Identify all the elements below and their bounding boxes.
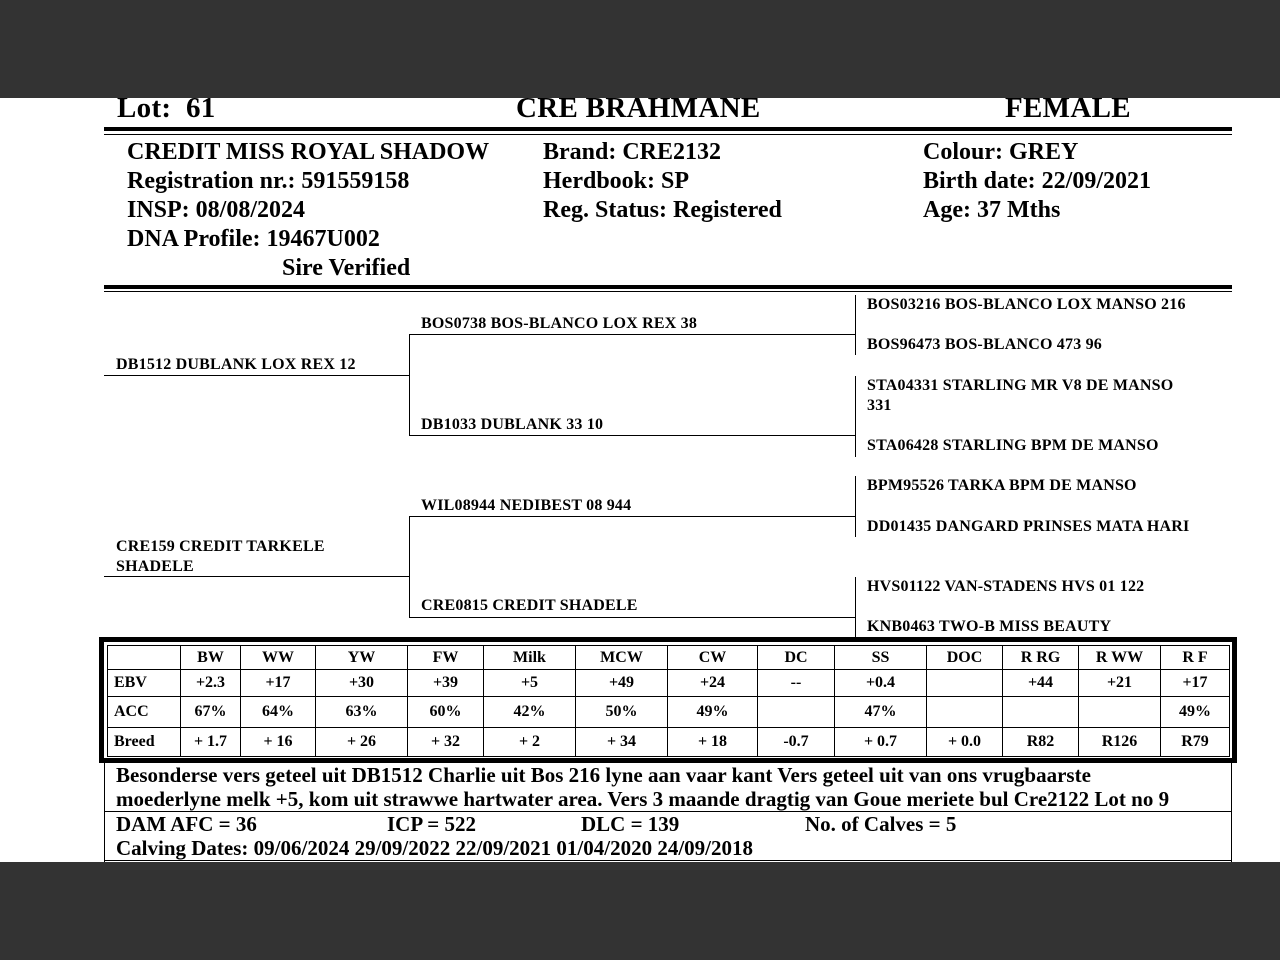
pedigree-sire-dam-line bbox=[409, 435, 855, 436]
ebv-col-corner bbox=[108, 646, 181, 670]
breed-cell: + 32 bbox=[408, 728, 484, 757]
header-rule-thick bbox=[104, 127, 1232, 131]
pedigree-g3-3-line1: STA04331 STARLING MR V8 DE MANSO bbox=[867, 377, 1174, 394]
breed-cell: + 34 bbox=[576, 728, 668, 757]
breed-cell: + 26 bbox=[316, 728, 408, 757]
breed-cell: + 16 bbox=[241, 728, 316, 757]
registration-number: Registration nr.: 591559158 bbox=[127, 168, 410, 194]
acc-cell bbox=[1003, 697, 1079, 728]
breed-title: CRE BRAHMANE bbox=[516, 98, 761, 124]
dam-icp: ICP = 522 bbox=[387, 812, 476, 836]
ebv-cell bbox=[927, 670, 1003, 697]
acc-cell: 67% bbox=[181, 697, 241, 728]
ebv-cell: -- bbox=[758, 670, 835, 697]
dam-calves: No. of Calves = 5 bbox=[805, 812, 957, 836]
acc-cell: 64% bbox=[241, 697, 316, 728]
ebv-cell: +24 bbox=[668, 670, 758, 697]
ebv-col-milk: Milk bbox=[484, 646, 576, 670]
animal-info-right bbox=[923, 138, 1151, 225]
dam-dlc: DLC = 139 bbox=[581, 812, 680, 836]
pedigree-dam-sire-line bbox=[409, 516, 855, 517]
ebv-col-rf: R F bbox=[1161, 646, 1230, 670]
sire-verified: Sire Verified bbox=[282, 255, 411, 281]
dna-profile: DNA Profile: 19467U002 bbox=[127, 226, 380, 252]
pedigree-dam-sire: WIL08944 NEDIBEST 08 944 bbox=[421, 497, 632, 514]
age: Age: 37 Mths bbox=[923, 197, 1061, 223]
ebv-cell: EBV bbox=[108, 670, 181, 697]
remarks-box bbox=[104, 762, 1232, 862]
ebv-cell: +21 bbox=[1079, 670, 1161, 697]
pedigree-dam-dam: CRE0815 CREDIT SHADELE bbox=[421, 597, 638, 614]
acc-cell bbox=[927, 697, 1003, 728]
remarks-text bbox=[116, 763, 1169, 811]
ebv-col-yw: YW bbox=[316, 646, 408, 670]
sex-label: FEMALE bbox=[1005, 98, 1131, 124]
pedigree-dam-dam-line bbox=[409, 617, 855, 618]
acc-cell bbox=[1079, 697, 1161, 728]
pedigree-g3-3 bbox=[867, 376, 1173, 416]
pedigree-sire-sire: BOS0738 BOS-BLANCO LOX REX 38 bbox=[421, 315, 698, 332]
ebv-col-cw: CW bbox=[668, 646, 758, 670]
pedigree-connector-g3-4 bbox=[855, 577, 856, 638]
pedigree-g3-6: DD01435 DANGARD PRINSES MATA HARI bbox=[867, 518, 1190, 535]
ebv-cell: +44 bbox=[1003, 670, 1079, 697]
acc-cell: 47% bbox=[835, 697, 927, 728]
pedigree-g3-1: BOS03216 BOS-BLANCO LOX MANSO 216 bbox=[867, 296, 1186, 313]
ebv-cell: +49 bbox=[576, 670, 668, 697]
breed-cell: + 0.7 bbox=[835, 728, 927, 757]
pedigree-connector-sire bbox=[409, 334, 410, 436]
remarks-line2: moederlyne melk +5, kom uit strawwe hartwater area. Vers 3 maande dragtig van Goue meriete bul Cre2122 Lot no 9 bbox=[116, 787, 1170, 811]
ebv-table bbox=[107, 645, 1230, 757]
ebv-col-ss: SS bbox=[835, 646, 927, 670]
lot-number: 61 bbox=[186, 98, 216, 124]
animal-info-middle bbox=[543, 138, 782, 225]
ebv-col-doc: DOC bbox=[927, 646, 1003, 670]
ebv-col-rrg: R RG bbox=[1003, 646, 1079, 670]
breed-cell: + 18 bbox=[668, 728, 758, 757]
ebv-cell: +17 bbox=[241, 670, 316, 697]
breed-cell: + 2 bbox=[484, 728, 576, 757]
pedigree-dam-line2: SHADELE bbox=[116, 558, 194, 575]
pedigree-sire-dam: DB1033 DUBLANK 33 10 bbox=[421, 416, 604, 433]
pedigree-g3-2: BOS96473 BOS-BLANCO 473 96 bbox=[867, 336, 1103, 353]
brand: Brand: CRE2132 bbox=[543, 139, 722, 165]
ebv-cell: +30 bbox=[316, 670, 408, 697]
pedigree-sire-line bbox=[104, 375, 409, 376]
acc-cell: 42% bbox=[484, 697, 576, 728]
ebv-cell: +5 bbox=[484, 670, 576, 697]
breed-cell: + 1.7 bbox=[181, 728, 241, 757]
breed-cell: -0.7 bbox=[758, 728, 835, 757]
breed-cell: R82 bbox=[1003, 728, 1079, 757]
ebv-row bbox=[108, 670, 1230, 697]
pedigree-connector-g3-2 bbox=[855, 376, 856, 457]
acc-cell: 60% bbox=[408, 697, 484, 728]
herdbook: Herdbook: SP bbox=[543, 168, 690, 194]
ebv-header-row bbox=[108, 646, 1230, 670]
birth-date: Birth date: 22/09/2021 bbox=[923, 168, 1151, 194]
animal-name: CREDIT MISS ROYAL SHADOW bbox=[127, 139, 490, 165]
pedigree-dam-line bbox=[104, 576, 409, 577]
acc-cell: 50% bbox=[576, 697, 668, 728]
reg-status: Reg. Status: Registered bbox=[543, 197, 782, 223]
ebv-col-fw: FW bbox=[408, 646, 484, 670]
colour: Colour: GREY bbox=[923, 139, 1079, 165]
ebv-col-ww: WW bbox=[241, 646, 316, 670]
ebv-cell: +2.3 bbox=[181, 670, 241, 697]
lot-label: Lot: bbox=[117, 98, 172, 124]
acc-row bbox=[108, 697, 1230, 728]
pedigree-g3-5: BPM95526 TARKA BPM DE MANSO bbox=[867, 477, 1137, 494]
acc-cell: ACC bbox=[108, 697, 181, 728]
ebv-col-dc: DC bbox=[758, 646, 835, 670]
acc-cell: 49% bbox=[1161, 697, 1230, 728]
breed-cell: + 0.0 bbox=[927, 728, 1003, 757]
ebv-col-mcw: MCW bbox=[576, 646, 668, 670]
breed-cell: R79 bbox=[1161, 728, 1230, 757]
dam-afc: DAM AFC = 36 bbox=[116, 812, 257, 836]
pedigree-sire: DB1512 DUBLANK LOX REX 12 bbox=[116, 356, 356, 373]
pedigree-g3-4: STA06428 STARLING BPM DE MANSO bbox=[867, 437, 1159, 454]
insp-date: INSP: 08/08/2024 bbox=[127, 197, 306, 223]
pedigree-connector-g3-3 bbox=[855, 476, 856, 537]
ebv-col-rww: R WW bbox=[1079, 646, 1161, 670]
header-rule-thin bbox=[104, 134, 1232, 135]
info-rule-thin bbox=[104, 291, 1232, 292]
ebv-cell: +0.4 bbox=[835, 670, 927, 697]
pedigree-connector-dam bbox=[409, 516, 410, 618]
pedigree-g3-7: HVS01122 VAN-STADENS HVS 01 122 bbox=[867, 578, 1145, 595]
ebv-col-bw: BW bbox=[181, 646, 241, 670]
remarks-line1: Besonderse vers geteel uit DB1512 Charlie uit Bos 216 lyne aan vaar kant Vers geteel uit van ons vrugbaarste bbox=[116, 763, 1091, 787]
pedigree-connector-g3-1 bbox=[855, 295, 856, 355]
remarks-bottom-line bbox=[105, 860, 1231, 861]
breed-cell: Breed bbox=[108, 728, 181, 757]
pedigree-g3-3-line2: 331 bbox=[867, 397, 892, 414]
lot-card bbox=[0, 98, 1280, 862]
ebv-cell: +39 bbox=[408, 670, 484, 697]
acc-cell: 63% bbox=[316, 697, 408, 728]
info-rule-thick bbox=[104, 285, 1232, 289]
pedigree-dam-line1: CRE159 CREDIT TARKELE bbox=[116, 538, 325, 555]
acc-cell: 49% bbox=[668, 697, 758, 728]
breed-cell: R126 bbox=[1079, 728, 1161, 757]
pedigree-sire-sire-line bbox=[409, 334, 855, 335]
pedigree-g3-8: KNB0463 TWO-B MISS BEAUTY bbox=[867, 618, 1112, 635]
animal-info-left bbox=[127, 138, 489, 283]
pedigree-dam bbox=[116, 537, 325, 577]
calving-dates: Calving Dates: 09/06/2024 29/09/2022 22/09/2021 01/04/2020 24/09/2018 bbox=[116, 836, 754, 860]
breed-row bbox=[108, 728, 1230, 757]
ebv-cell: +17 bbox=[1161, 670, 1230, 697]
acc-cell bbox=[758, 697, 835, 728]
